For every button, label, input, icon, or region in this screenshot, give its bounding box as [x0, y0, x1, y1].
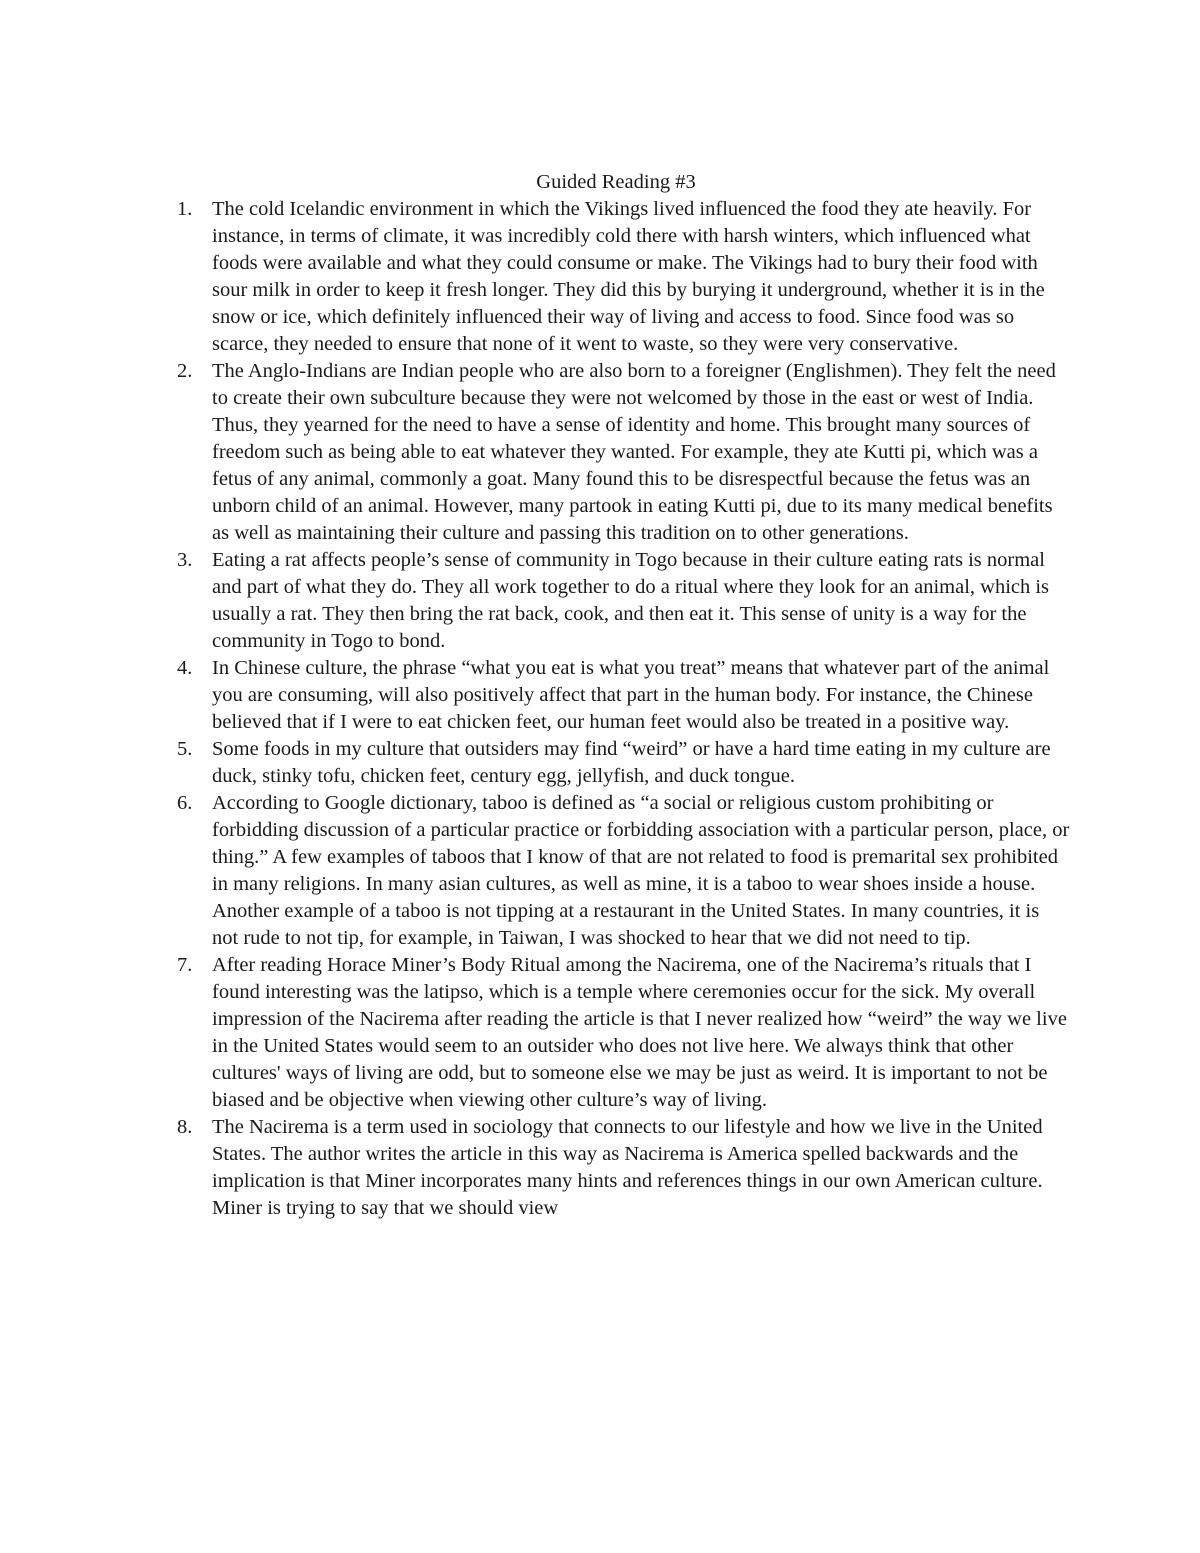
item-number: 2. — [177, 360, 193, 382]
document-title: Guided Reading #3 — [536, 171, 696, 193]
list-item — [170, 736, 1070, 790]
list-item — [170, 655, 1070, 736]
list-item — [170, 547, 1070, 655]
item-number: 8. — [177, 1116, 193, 1138]
list-item — [170, 196, 1070, 358]
item-number: 5. — [177, 738, 193, 760]
item-text: Some foods in my culture that outsiders may find “weird” or have a hard time eating in my culture are duck, stinky tofu, chicken feet, century egg, jellyfish, and duck tongue. — [212, 738, 1051, 787]
item-text: The cold Icelandic environment in which the Vikings lived influenced the food they ate heavily. For instance, in terms of climate, it was incredibly cold there with harsh winters, which influenced what foods were available and what they could consume or make. The Vikings had to bury their food with sour milk in order to keep it fresh longer. They did this by burying it underground, whether it is in the snow or ice, which definitely influenced their way of living and access to food. Since food was so scarce, they needed to ensure that none of it went to waste, so they were very conservative. — [212, 198, 1045, 355]
list-item — [170, 790, 1070, 952]
item-text: According to Google dictionary, taboo is defined as “a social or religious custom prohibiting or forbidding discussion of a particular practice or forbidding association with a particular person, place, or thing.” A few examples of taboos that I know of that are not related to food is premarital sex prohibited in many religions. In many asian cultures, as well as mine, it is a taboo to wear shoes inside a house. Another example of a taboo is not tipping at a restaurant in the United States. In many countries, it is not rude to not tip, for example, in Taiwan, I was shocked to hear that we did not need to tip. — [212, 792, 1070, 949]
item-number: 1. — [177, 198, 193, 220]
document-body — [170, 169, 1070, 1222]
item-text: After reading Horace Miner’s Body Ritual among the Nacirema, one of the Nacirema’s rituals that I found interesting was the latipso, which is a temple where ceremonies occur for the sick. My overall impression of the Nacirema after reading the article is that I never realized how “weird” the way we live in the United States would seem to an outsider who does not live here. We always think that other cultures' ways of living are odd, but to someone else we may be just as weird. It is important to not be biased and be objective when viewing other culture’s way of living. — [212, 954, 1067, 1111]
item-text: Eating a rat affects people’s sense of community in Togo because in their culture eating rats is normal and part of what they do. They all work together to do a ritual where they look for an animal, which is usually a rat. They then bring the rat back, cook, and then eat it. This sense of unity is a way for the community in Togo to bond. — [212, 549, 1050, 652]
item-number: 4. — [177, 657, 193, 679]
list-item — [170, 952, 1070, 1114]
item-text: In Chinese culture, the phrase “what you eat is what you treat” means that whatever part of the animal you are consuming, will also positively affect that part in the human body. For instance, the Chinese believed that if I were to eat chicken feet, our human feet would also be treated in a positive way. — [212, 657, 1050, 733]
item-number: 3. — [177, 549, 193, 571]
item-number: 7. — [177, 954, 193, 976]
list-item — [170, 1114, 1070, 1222]
item-text: The Anglo-Indians are Indian people who are also born to a foreigner (Englishmen). They felt the need to create their own subculture because they were not welcomed by those in the east or west of India. Thus, they yearned for the need to have a sense of identity and home. This brought many sources of freedom such as being able to eat whatever they wanted. For example, they ate Kutti pi, which was a fetus of any animal, commonly a goat. Many found this to be disrespectful because the fetus was an unborn child of an animal. However, many partook in eating Kutti pi, due to its many medical benefits as well as maintaining their culture and passing this tradition on to other generations. — [212, 360, 1056, 544]
item-text: The Nacirema is a term used in sociology that connects to our lifestyle and how we live in the United States. The author writes the article in this way as Nacirema is America spelled backwards and the implication is that Miner incorporates many hints and references things in our own American culture. Miner is trying to say that we should view — [212, 1116, 1043, 1219]
item-number: 6. — [177, 792, 193, 814]
list-item — [170, 358, 1070, 547]
answer-list — [170, 196, 1070, 1222]
